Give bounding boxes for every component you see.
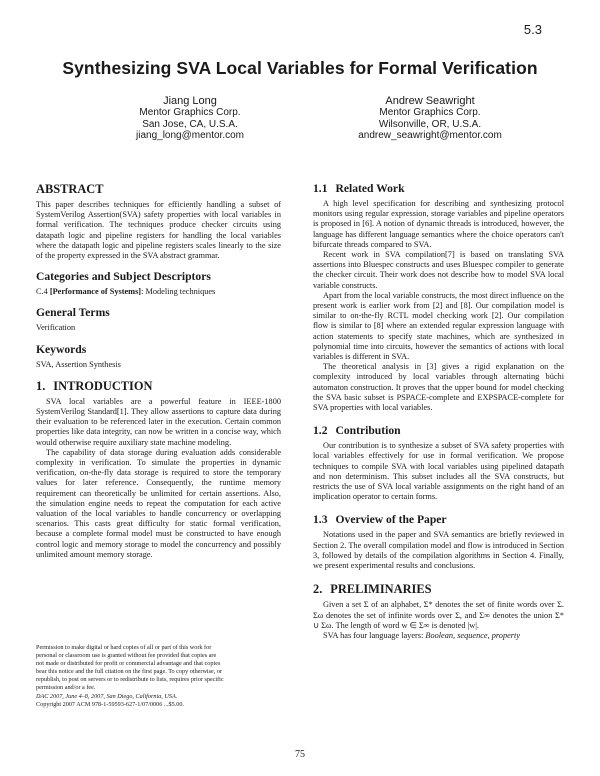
author-affiliation: Mentor Graphics Corp.: [139, 107, 241, 119]
section-number: 1.: [36, 378, 46, 393]
footnote-line: not made or distributed for profit or commercial advantage and that copies: [36, 660, 221, 668]
footnote-line: personal or classroom use is granted without fee provided that copies are: [36, 652, 217, 660]
left-column: [36, 182, 281, 560]
section-title: Related Work: [335, 182, 405, 195]
category-rest: : Modeling techniques: [141, 287, 216, 297]
author-location: Wilsonville, OR, U.S.A.: [378, 118, 482, 130]
general-terms-heading: General Terms: [36, 306, 110, 320]
footnote-line: Copyright 2007 ACM 978-1-59593-627-1/07/0006 ...$5.00.: [36, 700, 184, 708]
author-block: [330, 96, 530, 142]
contribution-paragraph: Our contribution is to synthesize a subset of SVA safety properties with local variables effectively for use in formal verification. We propose techniques to compile SVA with local variables using pipelined datapath and non determinism. This subset includes all the SVA constructs, but restricts the use of SVA local variable assignments on the right hand of an implication operator to certain forms.: [313, 441, 564, 502]
related-paragraph-2: Recent work in SVA compilation[7] is based on translating SVA assertions into Bluespec constructs and uses Bluespec compiler to generate the checker circuit. Their work does not describe how to model SVA local variable constructs.: [313, 250, 564, 290]
categories-text: [36, 287, 281, 297]
section-title: PRELIMINARIES: [330, 582, 432, 597]
footnote-line: permission and/or a fee.: [36, 684, 96, 692]
copyright-footnote: [36, 644, 281, 709]
preliminaries-heading: [313, 582, 564, 596]
paper-title: Synthesizing SVA Local Variables for Formal Verification: [62, 58, 538, 78]
author-name: Jiang Long: [163, 95, 217, 107]
author-name: Andrew Seawright: [385, 95, 475, 107]
preliminaries-paragraph-1: Given a set Σ of an alphabet, Σ* denotes the set of finite words over Σ. Σω denotes the set of infinite words over Σ, and Σ∞ denotes the union Σ* ∪ Σω. The length of word w ∈ Σ∞ is denoted |w|.: [313, 600, 564, 630]
footnote-line: republish, to post on servers or to redistribute to lists, requires prior specific: [36, 676, 224, 684]
overview-heading: [313, 513, 564, 527]
section-title: INTRODUCTION: [53, 378, 153, 393]
session-number: 5.3: [523, 22, 542, 37]
section-title: Contribution: [335, 424, 401, 438]
intro-heading: [36, 379, 281, 393]
abstract-heading: ABSTRACT: [36, 182, 104, 196]
section-number: 2.: [313, 582, 323, 597]
right-column: [313, 182, 564, 641]
author-block: [90, 96, 290, 142]
footnote-line: DAC 2007, June 4–8, 2007, San Diego, California, USA.: [36, 692, 178, 700]
category-code: C.4: [36, 287, 48, 297]
related-work-heading: [313, 182, 564, 196]
section-number: 1.2: [313, 424, 328, 438]
author-email: jiang_long@mentor.com: [136, 130, 244, 142]
contribution-heading: [313, 424, 564, 438]
related-paragraph-4: The theoretical analysis in [3] gives a rigid explanation on the complexity introduced by local variables through alternating büchi automaton construction. It proves that the upper bound for model checking the SVA basic subset is PSPACE-complete and EXPSPACE-complete for SVA properties with local variables.: [313, 362, 564, 413]
abstract-text: This paper describes techniques for efficiently handling a subset of SystemVerilog Assertion(SVA) safety properties with local variables in formal verification. The techniques produce checker circuits using datapath logic and pipeline registers for handling the local variables where the datapath logic and pipeline registers scales linearly to the size of the property expressed in the SVA abstract grammar.: [36, 200, 281, 261]
keywords-text: SVA, Assertion Synthesis: [36, 359, 121, 369]
general-terms-text: Verification: [36, 323, 76, 333]
related-paragraph-3: Apart from the local variable constructs, the most direct influence on the present work is earlier work from [2] and [8]. Our compilation model is similar to on-the-fly RCTL model checking work [2]. Our compilation flow is similar to [8] where an extended regular expression language with action statements to specify state machines, which are synthesized in polynomial time into circuits, however the semantics of actions with local variables is different in SVA.: [313, 290, 564, 362]
intro-paragraph-1: SVA local variables are a powerful feature in IEEE-1800 SystemVerilog Standard[1]. They allow assertions to capture data during their evaluation to be referenced later in the execution. Certain common properties like data integrity, can now be written in a concise way, which would otherwise require auxiliary state machine modeling.: [36, 396, 281, 447]
section-number: 1.1: [313, 182, 328, 195]
overview-paragraph: Notations used in the paper and SVA semantics are briefly reviewed in Section 2. The overall compilation model and flow is introduced in Section 3, followed by details of the compilation algorithms in Section 4. Finally, we present experimental results and conclusions.: [313, 530, 564, 571]
footnote-line: bear this notice and the full citation on the first page. To copy otherwise, or: [36, 668, 223, 676]
preliminaries-paragraph-2: [313, 631, 564, 641]
category-label: [Performance of Systems]: [49, 287, 142, 297]
language-layers: Boolean, sequence, property: [425, 630, 521, 640]
related-paragraph-1: A high level specification for describing and synthesizing protocol monitors using regular expression, storage variables and pipeline operators is proposed in [6]. A notion of dynamic threads is introduced, however, the language has different language semantics where the choice operators can't bifurcate threads compared to SVA.: [313, 199, 564, 249]
author-affiliation: Mentor Graphics Corp.: [379, 107, 481, 119]
author-email: andrew_seawright@mentor.com: [358, 130, 502, 142]
intro-paragraph-2: The capability of data storage during evaluation adds considerable complexity in verification. To simulate the properties in dynamic verification, on-the-fly data storage is required to store the temporary values for later reference. Consequently, the runtime memory requirement can theoretically be unlimited for certain assertions. Also, the simulation engine needs to repeat the computation for each active valuation of the local variables to handle concurrency or overlapping scenarios. This casts great difficulty for static formal verification, because a complete formal model must be constructed to have enough control logic and memory storage to model the concurrency and possibly unlimited amount memory storage.: [36, 447, 281, 559]
preliminaries-text: SVA has four language layers:: [323, 630, 426, 640]
section-title: Overview of the Paper: [335, 513, 447, 527]
section-number: 1.3: [313, 513, 328, 527]
keywords-heading: Keywords: [36, 342, 87, 356]
footnote-line: Permission to make digital or hard copies of all or part of this work for: [36, 644, 212, 651]
author-location: San Jose, CA, U.S.A.: [142, 118, 238, 130]
page-number: 75: [295, 749, 305, 760]
categories-heading: Categories and Subject Descriptors: [36, 270, 211, 284]
